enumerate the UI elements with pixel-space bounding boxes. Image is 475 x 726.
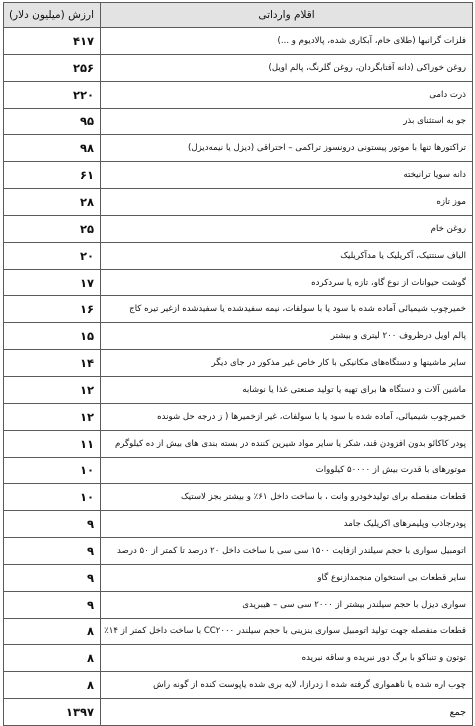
row-value: ۱۱	[4, 430, 101, 457]
row-value: ۲۸	[4, 189, 101, 216]
table-row	[4, 269, 473, 296]
row-item: پالم اویل درظروف ۲۰۰ لیتری و بیشتر	[101, 323, 473, 350]
row-value: ۹۸	[4, 135, 101, 162]
table-row	[4, 511, 473, 538]
row-value: ۱۰	[4, 484, 101, 511]
table-row	[4, 376, 473, 403]
table-row	[4, 215, 473, 242]
row-item: سایر ماشینها و دستگاه‌های مکانیکی با کار خاص غیر مذکور در جای دیگر	[101, 350, 473, 377]
table-row	[4, 484, 473, 511]
table-body	[4, 28, 473, 726]
row-value: ۲۰	[4, 242, 101, 269]
row-item: تراکتورها تنها با موتور پیستونی درونسوز تراکمی – احتراقی (دیزل یا نیمه‌دیزل)	[101, 135, 473, 162]
total-value: ۱۳۹۷	[4, 699, 101, 726]
row-value: ۱۵	[4, 323, 101, 350]
row-item: روغن خوراکی (دانه آفتابگردان، روغن گلرنگ، پالم اویل)	[101, 54, 473, 81]
row-item: سایر قطعات بی استخوان منجمدازنوع گاو	[101, 564, 473, 591]
row-value: ۹	[4, 511, 101, 538]
row-value: ۱۴	[4, 350, 101, 377]
row-item: فلزات گرانبها (طلای خام، آبکاری شده، پالادیوم و ...)	[101, 28, 473, 55]
row-item: الیاف سنتتیک، آکریلیک یا مدآکریلیک	[101, 242, 473, 269]
row-item: توتون و تنباکو با برگ دور نبریده و ساقه نبریده	[101, 645, 473, 672]
row-value: ۹	[4, 538, 101, 565]
imports-table	[3, 2, 473, 726]
table-row	[4, 618, 473, 645]
table-row	[4, 28, 473, 55]
row-value: ۲۲۰	[4, 81, 101, 108]
row-value: ۱۷	[4, 269, 101, 296]
row-item: ذرت دامی	[101, 81, 473, 108]
header-row	[4, 3, 473, 28]
row-item: دانه سویا ترانیخته	[101, 162, 473, 189]
row-item: پودر کاکائو بدون افزودن قند، شکر یا سایر مواد شیرین کننده در بسته بندی های بیش از ده کیلوگرم	[101, 430, 473, 457]
row-item: روغن خام	[101, 215, 473, 242]
table-row	[4, 108, 473, 135]
table-row	[4, 323, 473, 350]
table-row	[4, 242, 473, 269]
table-row	[4, 81, 473, 108]
row-value: ۸	[4, 672, 101, 699]
table-row	[4, 672, 473, 699]
row-value: ۱۶	[4, 296, 101, 323]
header-item: اقلام وارداتی	[101, 3, 473, 28]
row-item: قطعات منفصله جهت تولید اتومبیل سواری بنزینی با حجم سیلندر CC۲۰۰۰ با ساخت داخل کمتر از ۱۴٪	[101, 618, 473, 645]
row-item: اتومبیل سواری با حجم سیلندر ازفایت ۱۵۰۰ سی سی با ساخت داخل ۲۰ درصد تا کمتر از ۵۰ درصد	[101, 538, 473, 565]
table-row	[4, 162, 473, 189]
row-item: خمیرچوب شیمیائی، آماده شده با سود یا با سولفات، غیر ازخمیرها ( ز درجه حل شونده	[101, 403, 473, 430]
row-item: موتورهای با قدرت بیش از ۵۰۰۰۰ کیلووات	[101, 457, 473, 484]
row-value: ۱۰	[4, 457, 101, 484]
table-row	[4, 54, 473, 81]
row-value: ۶۱	[4, 162, 101, 189]
table-row	[4, 564, 473, 591]
row-value: ۲۵۶	[4, 54, 101, 81]
table-row	[4, 457, 473, 484]
total-row	[4, 699, 473, 726]
row-value: ۲۵	[4, 215, 101, 242]
table-row	[4, 135, 473, 162]
table-row	[4, 645, 473, 672]
total-label: جمع	[101, 699, 473, 726]
row-item: ماشین آلات و دستگاه ها برای تهیه یا تولید صنعتی غذا یا نوشابه	[101, 376, 473, 403]
row-value: ۱۲	[4, 376, 101, 403]
row-item: چوب اره شده یا ناهمواری گرفته شده ا زدرازا، لایه بری شده یاپوست کنده از گونه راش	[101, 672, 473, 699]
row-item: جو به استثنای بذر	[101, 108, 473, 135]
row-item: گوشت حیوانات از نوع گاو، تازه یا سردکرده	[101, 269, 473, 296]
row-value: ۸	[4, 645, 101, 672]
table-row	[4, 538, 473, 565]
table-header	[4, 3, 473, 28]
row-value: ۹۵	[4, 108, 101, 135]
row-value: ۹	[4, 591, 101, 618]
header-value: ارزش (میلیون دلار)	[4, 3, 101, 28]
table-row	[4, 296, 473, 323]
row-item: سواری دیزل با حجم سیلندر بیشتر از ۲۰۰۰ سی سی – هیبریدی	[101, 591, 473, 618]
row-value: ۸	[4, 618, 101, 645]
row-item: خمیرچوب شیمیائی آماده شده با سود یا با سولفات، نیمه سفیدشده یا سفیدشده ازغیر تیره کاج	[101, 296, 473, 323]
row-item: قطعات منفصله برای تولیدخودرو وانت ، با ساخت داخل ۶۱٪ و بیشتر بجز لاستیک	[101, 484, 473, 511]
table-row	[4, 430, 473, 457]
row-item: پودرجاذب وپلیمرهای اکریلیک جامد	[101, 511, 473, 538]
table-row	[4, 350, 473, 377]
table-row	[4, 189, 473, 216]
row-value: ۴۱۷	[4, 28, 101, 55]
row-value: ۹	[4, 564, 101, 591]
row-value: ۱۲	[4, 403, 101, 430]
table-row	[4, 403, 473, 430]
table-row	[4, 591, 473, 618]
row-item: موز تازه	[101, 189, 473, 216]
